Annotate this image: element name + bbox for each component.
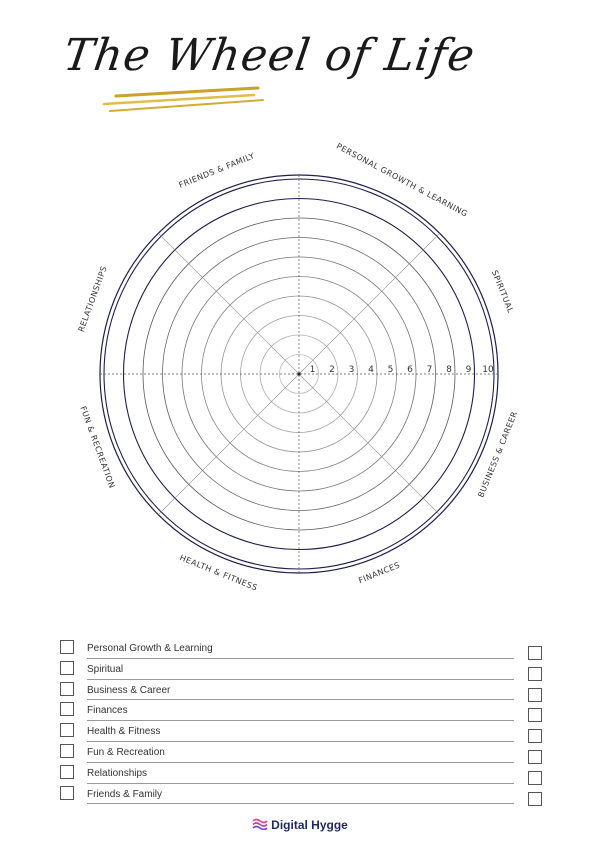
segment-label: HEALTH & FITNESS	[178, 553, 259, 593]
segment-label: FINANCES	[357, 560, 402, 586]
checkbox-left[interactable]	[60, 765, 74, 779]
brand-footer	[0, 818, 600, 833]
list-item	[60, 657, 544, 678]
scale-number: 6	[407, 365, 413, 375]
checkbox-left[interactable]	[60, 640, 74, 654]
wheel-of-life	[76, 140, 520, 600]
brand-name: Digital Hygge	[271, 818, 348, 832]
title-text: The Wheel of Life	[60, 30, 479, 81]
list-item-label: Personal Growth & Learning	[87, 643, 213, 654]
list-item	[60, 719, 544, 740]
brand-waves-icon	[252, 818, 268, 833]
segment-label: FRIENDS & FAMILY	[177, 151, 257, 190]
list-item-label: Fun & Recreation	[87, 746, 165, 758]
list-item-label: Finances	[87, 705, 128, 717]
checkbox-left[interactable]	[60, 682, 74, 696]
checkbox-right[interactable]	[528, 792, 542, 806]
segment-label: RELATIONSHIPS	[76, 264, 109, 334]
segment-label: SPIRITUAL	[489, 269, 516, 315]
list-item	[60, 636, 544, 657]
list-item-label: Friends & Family	[87, 788, 163, 800]
list-item	[60, 740, 544, 761]
checklist	[60, 636, 544, 802]
scale-number: 2	[329, 365, 335, 375]
center-dot	[297, 372, 300, 375]
scale-number: 4	[368, 365, 374, 375]
page-title	[58, 18, 479, 128]
scale-number: 8	[446, 365, 452, 375]
list-item-label: Relationships	[87, 767, 148, 779]
segment-label: FUN & RECREATION	[78, 404, 117, 490]
scale-number: 9	[465, 365, 472, 375]
list-item-label: Business & Career	[87, 684, 171, 696]
scale-number: 10	[482, 365, 494, 375]
scale-number: 5	[387, 365, 394, 375]
list-item	[60, 761, 544, 782]
scale-number: 1	[309, 365, 316, 375]
segment-label: BUSINESS & CAREER	[476, 409, 520, 499]
segment-label: PERSONAL GROWTH & LEARNING	[334, 141, 470, 219]
list-item-label: Spiritual	[87, 663, 124, 675]
underline	[87, 803, 514, 804]
wheel-svg	[76, 140, 520, 600]
checkbox-left[interactable]	[60, 661, 74, 675]
list-item-label: Health & Fitness	[87, 726, 161, 738]
checkbox-left[interactable]	[60, 723, 74, 737]
list-item	[60, 782, 544, 803]
checkbox-left[interactable]	[60, 786, 74, 800]
checkbox-left[interactable]	[60, 702, 74, 716]
scale-number: 3	[348, 365, 355, 375]
list-item	[60, 698, 544, 719]
scale-number: 7	[426, 365, 433, 375]
checkbox-left[interactable]	[60, 744, 74, 758]
list-item	[60, 678, 544, 699]
